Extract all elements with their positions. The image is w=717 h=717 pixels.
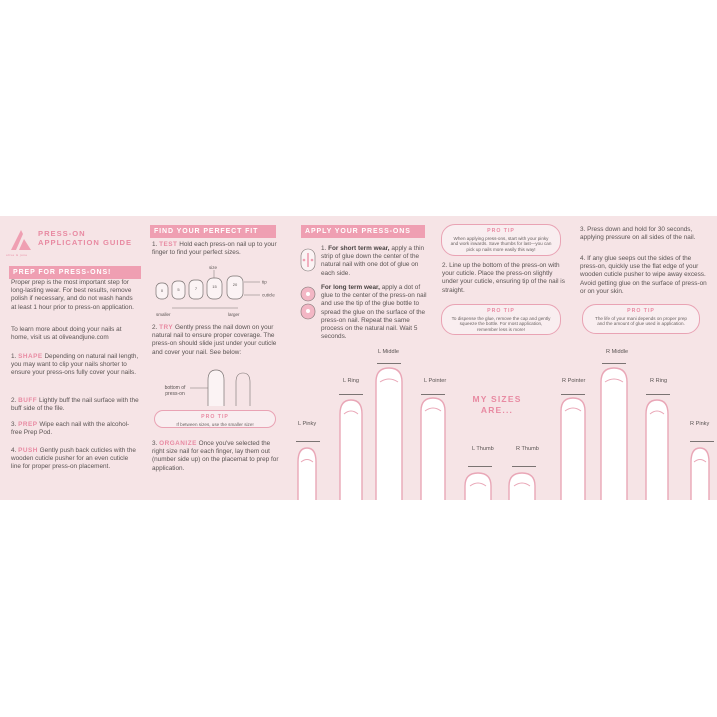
bottom-of-press-on-label: bottom of press-on xyxy=(164,385,186,397)
smaller-label: smaller xyxy=(156,312,171,317)
prep-intro: Proper prep is the most important step for long-lasting wear. For best results, remove polish if necessary, and do not wash hands at least 1 hour prior to press-on application. xyxy=(11,279,134,311)
prep-step-shape: 1. SHAPE Depending on natural nail length, you may want to clip your nails shorter to ensure your press-ons fully cover your nails. xyxy=(11,353,139,377)
press-on-guide xyxy=(0,216,717,500)
size-5-label: 5 xyxy=(177,287,180,292)
apply-pro-tip-1: PRO TIP When applying press-ons, start with your pinky and work inwards. Save thumbs for last—you can pick up nails more easily this way! xyxy=(441,224,561,256)
l-pointer-label: L Pointer xyxy=(424,378,447,384)
tip-label: tip xyxy=(262,279,267,285)
apply-step-4: 4. If any glue seeps out the sides of the press-on, quickly use the flat edge of your wooden cuticle pusher to wipe away excess. Avoid getting glue on the surface of press-on or on your skin. xyxy=(580,255,707,295)
larger-label: larger xyxy=(228,312,240,317)
prep-learn-more: To learn more about doing your nails at home, visit us at oliveandjune.com xyxy=(11,326,122,342)
l-ring-blank xyxy=(339,394,363,395)
l-pinky-label: L Pinky xyxy=(298,421,317,427)
r-pinky-blank xyxy=(690,441,714,442)
size-0-label: 0 xyxy=(160,288,164,293)
fit-step-organize: 3. ORGANIZE Once you've selected the right size nail for each finger, lay them out (number side up) on the placemat to prep for application. xyxy=(152,440,279,472)
size-label: size xyxy=(209,265,218,270)
apply-step-3: 3. Press down and hold for 30 seconds, applying pressure on all sides of the nail. xyxy=(580,226,696,242)
apply-pro-tip-2: PRO TIP To dispense the glue, remove the cap and gently squeeze the bottle. For most application, remember less is more! xyxy=(441,304,561,335)
l-pinky-blank xyxy=(296,441,320,442)
prep-step-prep: 3. PREP Wipe each nail with the alcohol-free Prep Pod. xyxy=(11,421,130,437)
brand-logo-text: olive & june xyxy=(6,253,28,257)
size-20-label: 20 xyxy=(232,282,238,287)
r-ring-blank xyxy=(646,394,670,395)
r-thumb-label: R Thumb xyxy=(516,446,539,452)
l-thumb-label: L Thumb xyxy=(472,446,494,452)
l-thumb-blank xyxy=(468,466,492,467)
my-sizes-title: MY SIZES ARE... xyxy=(472,394,522,415)
cuticle-label: cuticle xyxy=(262,292,275,298)
apply-step-2: 2. Line up the bottom of the press-on with your cuticle. Place the press-on slightly under your cuticle, ensuring tip of the nail is straight. xyxy=(442,262,565,294)
r-middle-label: R Middle xyxy=(606,349,629,355)
l-middle-label: L Middle xyxy=(378,349,399,355)
r-pinky-label: R Pinky xyxy=(690,421,710,427)
prep-header: PREP FOR PRESS-ONS! xyxy=(9,266,141,279)
r-pointer-label: R Pointer xyxy=(562,378,586,384)
r-pointer-blank xyxy=(561,394,585,395)
fit-pro-tip: PRO TIP If between sizes, use the smaller size! xyxy=(154,410,276,428)
prep-step-buff: 2. BUFF Lightly buff the nail surface with the buff side of the file. xyxy=(11,397,139,413)
apply-header: APPLY YOUR PRESS-ONS xyxy=(301,225,425,238)
hands-placemat-icon xyxy=(0,216,717,500)
size-15-label: 15 xyxy=(212,284,217,289)
size-7-label: 7 xyxy=(194,286,198,291)
guide-title: PRESS-ON APPLICATION GUIDE xyxy=(38,229,133,247)
fit-step-try: 2. TRY Gently press the nail down on your natural nail to ensure proper coverage. The press-on should slide just under your cuticle and cover your nail. See below: xyxy=(152,324,277,356)
apply-short-term: 1. For short term wear, apply a thin strip of glue down the center of the natural nail with one dot of glue on each side. xyxy=(321,245,425,277)
l-ring-label: L Ring xyxy=(343,378,359,384)
prep-step-push: 4. PUSH Gently push back cuticles with the wooden cuticle pusher for an even cuticle line for proper press-on placement. xyxy=(11,447,136,471)
apply-long-term: For long term wear, apply a dot of glue to the center of the press-on nail and use the tip of the glue bottle to spread the glue on the surface of the press-on nail. Repeat the same process on the natural nail. Wait 5 seconds. xyxy=(321,284,427,341)
fit-header: FIND YOUR PERFECT FIT xyxy=(150,225,276,238)
r-ring-label: R Ring xyxy=(650,378,668,384)
l-pointer-blank xyxy=(421,394,445,395)
apply-pro-tip-3: PRO TIP The life of your mani depends on proper prep and the amount of glue used in application. xyxy=(582,304,700,334)
r-thumb-blank xyxy=(512,466,536,467)
r-middle-blank xyxy=(602,363,626,364)
fit-step-test: 1. TEST Hold each press-on nail up to your finger to find your perfect sizes. xyxy=(152,241,277,257)
l-middle-blank xyxy=(377,363,401,364)
